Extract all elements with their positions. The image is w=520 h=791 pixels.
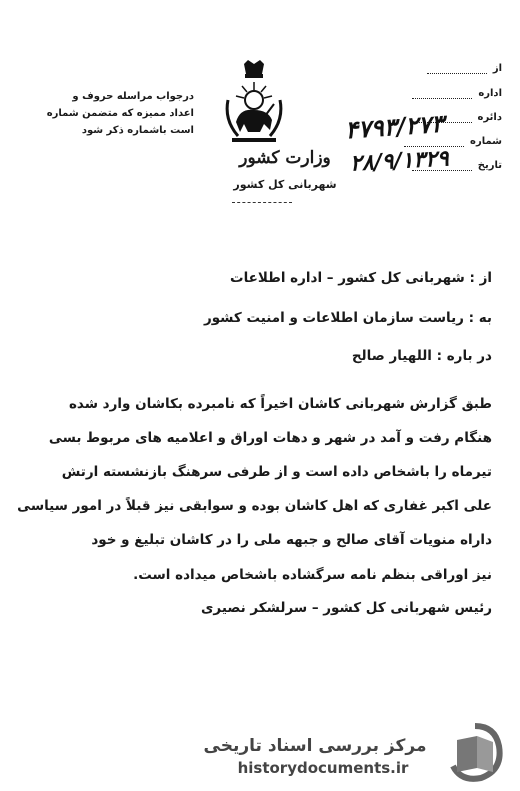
field-line (412, 88, 472, 99)
ministry-title: وزارت کشور (239, 148, 331, 168)
lion-and-sun-emblem-icon (218, 60, 290, 146)
field-label-division: دائره (477, 112, 502, 123)
paragraph-line: نیز اوراقی بنظم نامه سرگشاده باشخاص میداده است. (133, 567, 492, 583)
field-label-office: اداره (478, 88, 502, 99)
field-line (427, 63, 487, 74)
field-label-date: تاریخ (477, 160, 502, 171)
field-label-number: شماره (470, 136, 502, 147)
paragraph-line: هنگام رفت و آمد در شهر و دهات اوراق و اعلامیه های مربوط بسی (48, 430, 492, 446)
divider (232, 202, 292, 203)
paragraph-line: علی اکبر غفاری که اهل کاشان بوده و سوابقی نیز قبلاً در امور سیاسی (17, 498, 492, 514)
letter-from: از : شهربانی کل کشور – اداره اطلاعات (230, 270, 492, 286)
note-line: اعداد ممیزه که متضمن شماره (46, 108, 194, 119)
watermark-url: historydocuments.ir (237, 759, 409, 777)
note-line: است باشماره ذکر شود (81, 125, 194, 136)
signature-line: رئیس شهربانی کل کشور – سرلشکر نصیری (201, 600, 492, 616)
paragraph-line: تیرماه را باشخاص داده است و از طرفی سرهنگ بازنشسته ارتش (61, 464, 492, 480)
department-subtitle: شهربانی کل کشور (233, 178, 337, 191)
watermark-title: مرکز بررسی اسناد تاریخی (203, 736, 427, 756)
paragraph-line: طبق گزارش شهربانی کاشان اخیراً که نامبرده بکاشان وارد شده (68, 396, 492, 412)
note-line: درجواب مراسله حروف و (72, 91, 194, 102)
header-field-office (412, 88, 502, 99)
handwritten-number: ۴۷۹۳/۲۷۳ (344, 108, 445, 145)
letter-subject: در باره : اللهیار صالح (351, 348, 492, 364)
header-field-from (427, 63, 502, 74)
letter-to: به : ریاست سازمان اطلاعات و امنیت کشور (203, 310, 492, 326)
watermark-logo-icon (447, 722, 503, 782)
field-label-from: از (492, 63, 502, 74)
handwritten-date: ۲۸/۹/۱۳۲۹ (349, 145, 450, 177)
reply-instruction-note (44, 88, 194, 139)
paragraph-line: داراه منویات آقای صالح و جبهه ملی را در کاشان تبلیغ و خود (91, 532, 492, 548)
